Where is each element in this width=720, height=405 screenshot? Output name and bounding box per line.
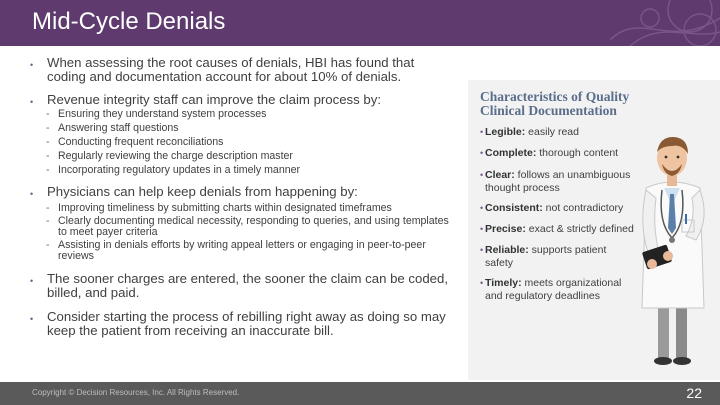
characteristic-item: • Complete: thorough content — [480, 147, 619, 159]
doctor-illustration — [630, 128, 716, 368]
copyright-text: Copyright © Decision Resources, Inc. All Rights Reserved. — [32, 388, 240, 397]
decorative-swirl-graphic — [550, 0, 720, 46]
sub-bullet-item: - Answering staff questions — [46, 122, 179, 134]
sub-bullet-item: - Assisting in denials efforts by writing appeal letters or engaging in peer-to-peer reviews — [46, 239, 426, 262]
bullet-text: Physicians can help keep denials from happening by: — [47, 184, 358, 199]
sub-bullet-list — [46, 203, 450, 262]
sub-bullet-item: - Improving timeliness by submitting charts within designated timeframes — [46, 202, 392, 214]
sub-bullet-list — [46, 109, 450, 176]
bullet-item — [30, 272, 450, 300]
bullet-text: Revenue integrity staff can improve the claim process by: — [47, 92, 381, 107]
bullet-item — [30, 56, 450, 84]
sub-bullet-item: - Regularly reviewing the charge description master — [46, 150, 293, 162]
main-bullet-list — [30, 56, 450, 338]
bullet-dot-icon: • — [30, 314, 34, 324]
characteristic-item: • Precise: exact & strictly defined — [480, 223, 634, 235]
page-number: 22 — [686, 385, 702, 401]
characteristic-item: • Legible: easily read — [480, 126, 579, 138]
bullet-item — [30, 310, 450, 338]
bullet-dot-icon: • — [30, 97, 34, 107]
bullet-text: The sooner charges are entered, the sooner the claim can be coded, billed, and paid. — [47, 271, 449, 300]
sub-bullet-item: - Ensuring they understand system processes — [46, 108, 267, 120]
footer-bar — [0, 382, 720, 405]
slide-title: Mid-Cycle Denials — [32, 8, 226, 35]
characteristic-item: • Reliable: supports patient safety — [480, 244, 607, 269]
characteristic-item: • Consistent: not contradictory — [480, 202, 624, 214]
bullet-text: Consider starting the process of rebilling right away as doing so may keep the patient from receiving an inaccurate bill. — [47, 309, 446, 338]
bullet-item — [30, 93, 450, 107]
sub-bullet-item: - Incorporating regulatory updates in a timely manner — [46, 164, 301, 176]
characteristic-item: • Timely: meets organizational and regulatory deadlines — [480, 277, 622, 302]
panel-title: Characteristics of Quality Clinical Documentation — [480, 89, 630, 118]
sub-bullet-item: - Conducting frequent reconciliations — [46, 136, 224, 148]
bullet-item — [30, 185, 450, 199]
bullet-text: When assessing the root causes of denials, HBI has found that coding and documentation account for about 10% of denials. — [47, 55, 415, 84]
sub-bullet-item: - Clearly documenting medical necessity, responding to queries, and using templates to meet payer criteria — [46, 215, 449, 238]
characteristic-item: • Clear: follows an unambiguous thought process — [480, 169, 631, 194]
bullet-dot-icon: • — [30, 189, 34, 199]
bullet-dot-icon: • — [30, 276, 34, 286]
bullet-dot-icon: • — [30, 60, 34, 70]
title-bar — [0, 0, 720, 46]
